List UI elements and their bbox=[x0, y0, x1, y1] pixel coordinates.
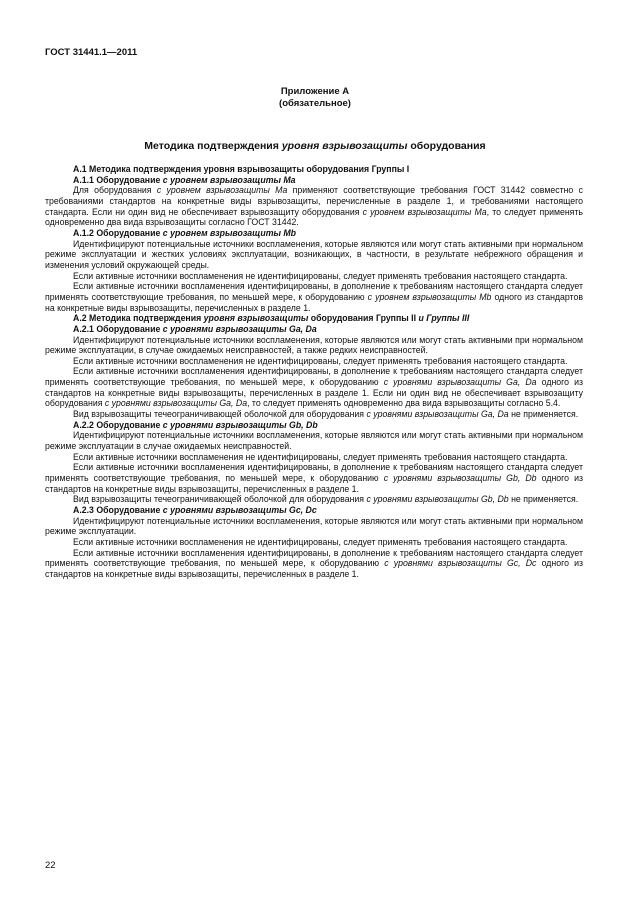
section-heading: А.2.3 Оборудование с уровнями взрывозащиты Gc, Dc bbox=[73, 505, 317, 515]
annex-title: Приложение А bbox=[280, 86, 350, 97]
paragraph: Вид взрывозащиты течеограничивающей оболочкой для оборудования с уровнями взрывозащиты Gb, Db не применяется. bbox=[73, 494, 579, 505]
section-title: Методика подтверждения уровня взрывозащиты оборудования bbox=[144, 140, 486, 152]
section-heading: А.2.2 Оборудование с уровнями взрывозащиты Gb, Db bbox=[73, 419, 318, 430]
paragraph: Идентифицируют потенциальные источники воспламенения, которые являются или могут стать активными при нормальном режиме эксплуатации и жестких условиях эксплуатации, возникающих, в частности, в результате небрежного обращения и изменения условий окружающей среды. bbox=[45, 238, 583, 270]
annex-status: (обязательное) bbox=[279, 98, 351, 109]
section-heading: А.1.2 Оборудование с уровнем взрывозащиты Mb bbox=[73, 227, 297, 238]
section-heading: А.1.1 Оборудование с уровнем взрывозащиты Ma bbox=[73, 174, 296, 185]
paragraph: Если активные источники воспламенения не идентифицированы, следует применять требования настоящего стандарта. bbox=[73, 451, 568, 462]
paragraph: Если активные источники воспламенения идентифицированы, в дополнение к требованиям настоящего стандарта следует применять соответствующие требования, по меньшей мере, к оборудованию с уровнями взрывозащиты Ga, Da одного из стандартов на конкретные виды взрывозащиты, перечисленных в разделе 1. Если ни один вид не обеспечивает взрывозащиту оборудования с уровнями взрывозащиты Ga, Da, то следует применять одновременно два вида взрывозащиты согласно 5.4. bbox=[45, 366, 584, 409]
paragraph: Если активные источники воспламенения идентифицированы, в дополнение к требованиям настоящего стандарта следует применять соответствующие требования, по меньшей мере, к оборудованию с уровнями взрывозащиты Gc, Dc одного из стандартов на конкретные виды взрывозащиты, перечисленных в разделе 1. bbox=[45, 547, 584, 579]
section-heading: А.1 Методика подтверждения уровня взрывозащиты оборудования Группы I bbox=[73, 164, 410, 174]
document-header: ГОСТ 31441.1—2011 bbox=[45, 47, 138, 58]
paragraph: Если активные источники воспламенения идентифицированы, в дополнение к требованиям настоящего стандарта следует применять соответствующие требования, по меньшей мере, к оборудованию с уровнями взрывозащиты Gb, Db одного из стандартов на конкретные виды взрывозащиты, перечисленных в разделе 1. bbox=[45, 462, 584, 494]
section-heading: А.2 Методика подтверждения уровня взрывозащиты оборудования Группы II и Группы III bbox=[73, 313, 470, 324]
paragraph: Вид взрывозащиты течеограничивающей оболочкой для оборудования с уровнями взрывозащиты Ga, Da не применяется. bbox=[73, 409, 579, 420]
paragraph: Если активные источники воспламенения идентифицированы, в дополнение к требованиям настоящего стандарта следует применять соответствующие требования, по меньшей мере, к оборудованию с уровнем взрывозащиты Mb одного из стандартов на конкретные виды взрывозащиты, перечисленных в разделе 1. bbox=[45, 281, 583, 313]
paragraph: Идентифицируют потенциальные источники воспламенения, которые являются или могут стать активными при нормальном режиме эксплуатации в случае ожидаемых неисправностей. bbox=[45, 430, 583, 452]
paragraph: Если активные источники воспламенения не идентифицированы, следует применять требования настоящего стандарта. bbox=[73, 270, 568, 281]
section-heading: А.2.1 Оборудование с уровнями взрывозащиты Ga, Da bbox=[73, 323, 317, 334]
paragraph: Если активные источники воспламенения не идентифицированы, следует применять требования настоящего стандарта. bbox=[73, 355, 568, 366]
paragraph: Для оборудования с уровнем взрывозащиты Ma применяют соответствующие требования ГОСТ 31442 совместно с требованиями стандартов на конкретные виды взрывозащиты, перечисленные в разделе 1, и требованиями настоящего стандарта. Если ни один вид не обеспечивает взрывозащиту оборудования с уровнем взрывозащиты Ma, то следует применять одновременно два вида взрывозащиты согласно ГОСТ 31442. bbox=[45, 185, 583, 228]
page-number: 22 bbox=[45, 860, 56, 871]
paragraph: Идентифицируют потенциальные источники воспламенения, которые являются или могут стать активными при нормальном режиме эксплуатации. bbox=[45, 515, 583, 537]
paragraph: Идентифицируют потенциальные источники воспламенения, которые являются или могут стать активными при нормальном режиме эксплуатации, в случае ожидаемых неисправностей, а также редких неисправностей. bbox=[45, 334, 583, 356]
paragraph: Если активные источники воспламенения не идентифицированы, следует применять требования настоящего стандарта. bbox=[73, 536, 568, 547]
document-body bbox=[45, 164, 583, 580]
